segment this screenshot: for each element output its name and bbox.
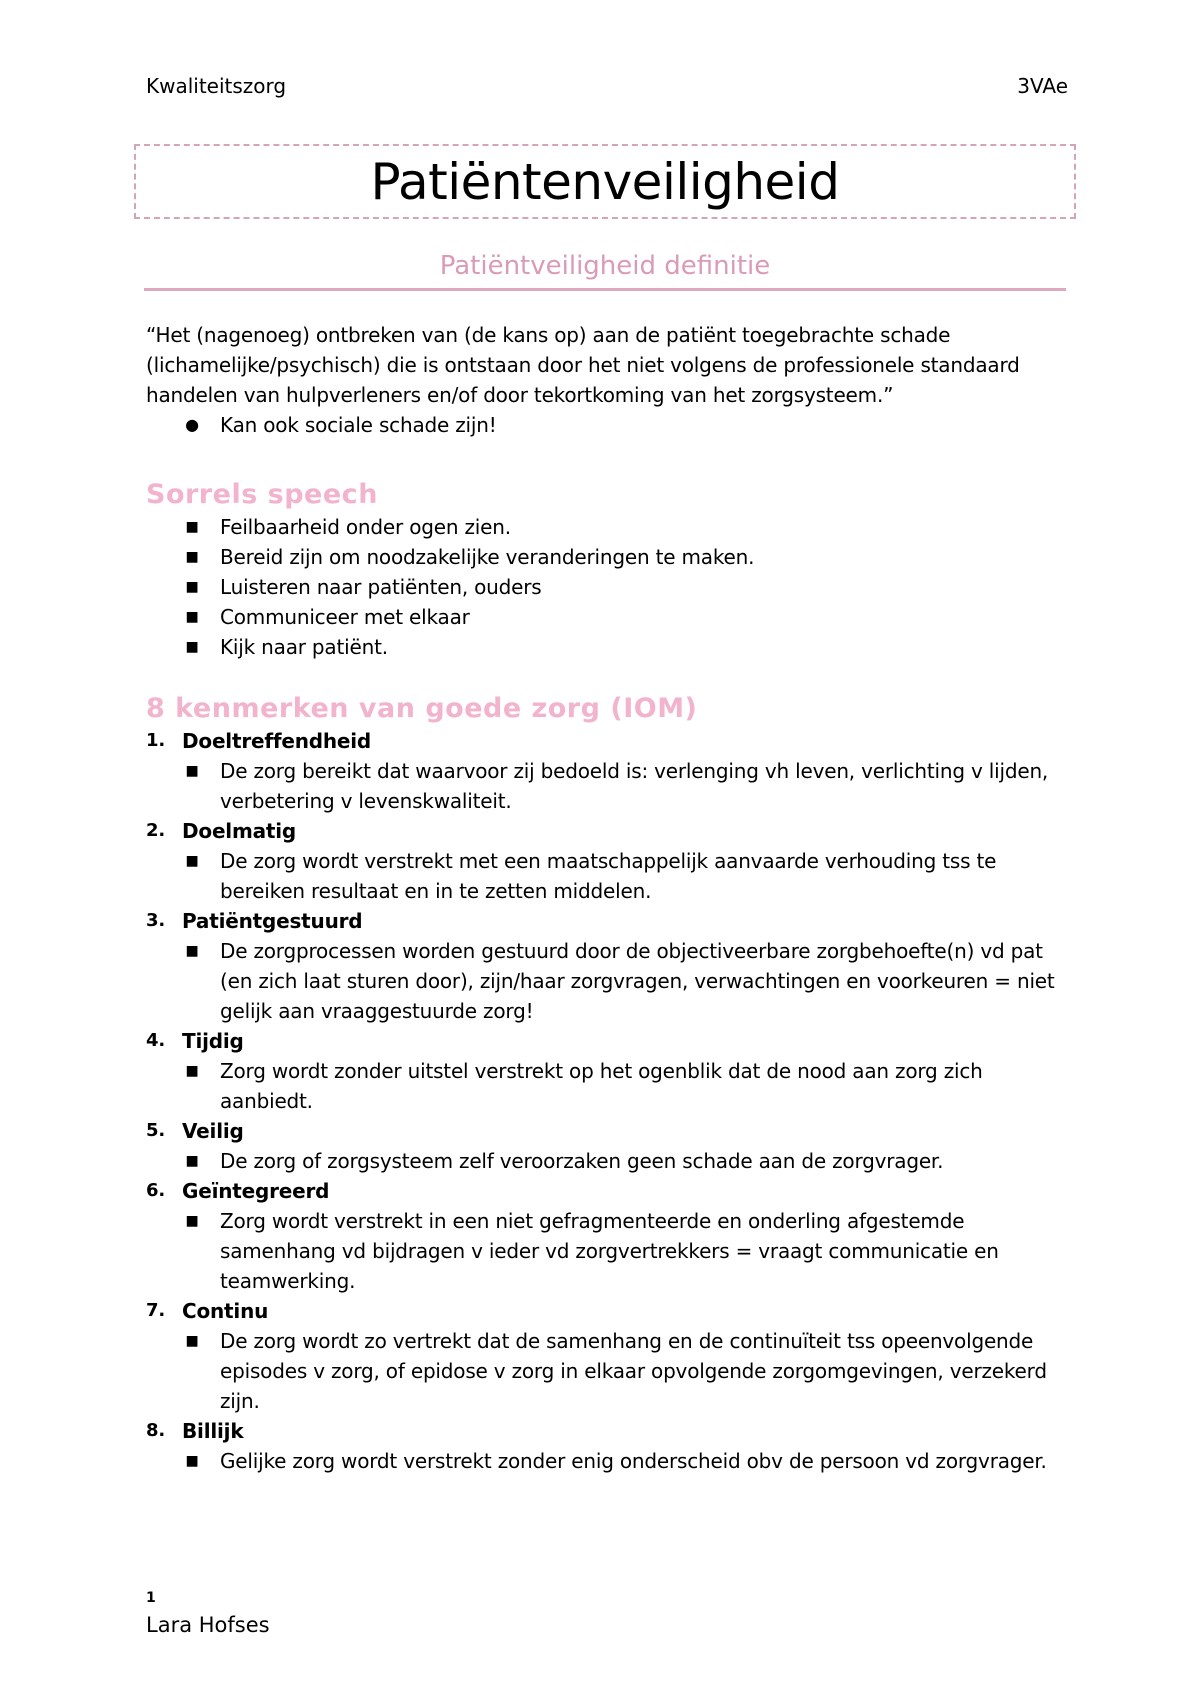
list-item-text: Kijk naar patiënt. <box>220 635 388 659</box>
numbered-item <box>146 1296 1076 1416</box>
bullet-square-icon: ■ <box>185 1453 199 1469</box>
section-heading-sorrels: Sorrels speech <box>146 479 378 510</box>
bullet-square-icon: ■ <box>185 609 199 625</box>
list-item-text: Luisteren naar patiënten, ouders <box>220 575 542 599</box>
definition-bullet-list <box>146 410 1076 440</box>
item-number: 4. <box>146 1030 165 1051</box>
item-number: 8. <box>146 1420 165 1441</box>
header-course: Kwaliteitszorg <box>146 74 287 98</box>
bullet-square-icon: ■ <box>185 1153 199 1169</box>
item-description: De zorg wordt zo vertrekt dat de samenhang en de continuïteit tss opeenvolgende episodes v zorg, of epidose v zorg in elkaar opvolgende zorgomgevingen, verzekerd zijn. <box>220 1329 1047 1413</box>
list-item <box>146 846 1076 906</box>
numbered-item <box>146 906 1076 1026</box>
item-term: Doelmatig <box>182 819 297 843</box>
item-term: Doeltreffendheid <box>182 729 372 753</box>
bullet-square-icon: ■ <box>185 519 199 535</box>
numbered-item <box>146 1116 1076 1176</box>
page-header <box>146 74 1068 98</box>
author-name: Lara Hofses <box>146 1613 270 1637</box>
definition-paragraph: “Het (nagenoeg) ontbreken van (de kans op) aan de patiënt toegebrachte schade (lichamelijke/psychisch) die is ontstaan door het niet volgens de professionele standaard handelen van hulpverleners en/of door tekortkoming van het zorgsysteem.” <box>146 323 1020 407</box>
item-description: De zorg wordt verstrekt met een maatschappelijk aanvaarde verhouding tss te bereiken resultaat en in te zetten middelen. <box>220 849 997 903</box>
item-description: De zorg bereikt dat waarvoor zij bedoeld is: verlenging vh leven, verlichting v lijden, verbetering v levenskwaliteit. <box>220 759 1049 813</box>
kenmerken-list <box>146 726 1076 1476</box>
item-term: Continu <box>182 1299 269 1323</box>
item-number: 6. <box>146 1180 165 1201</box>
list-item-text: Bereid zijn om noodzakelijke veranderingen te maken. <box>220 545 755 569</box>
section-subtitle: Patiëntveiligheid definitie <box>439 251 771 281</box>
numbered-item <box>146 1416 1076 1476</box>
item-term: Geïntegreerd <box>182 1179 330 1203</box>
item-number: 2. <box>146 820 165 841</box>
title-box <box>134 144 1076 219</box>
item-term: Billijk <box>182 1419 244 1443</box>
item-number: 7. <box>146 1300 165 1321</box>
item-description: Zorg wordt verstrekt in een niet gefragmenteerde en onderling afgestemde samenhang vd bijdragen v ieder vd zorgvertrekkers = vraagt communicatie en teamwerking. <box>220 1209 999 1293</box>
bullet-square-icon: ■ <box>185 1063 199 1079</box>
list-item <box>146 632 1076 662</box>
item-term: Veilig <box>182 1119 244 1143</box>
numbered-item <box>146 816 1076 906</box>
list-item <box>146 756 1076 816</box>
document-body <box>146 320 1076 1476</box>
list-item-text: Communiceer met elkaar <box>220 605 470 629</box>
bullet-square-icon: ■ <box>185 1333 199 1349</box>
section-heading-kenmerken: 8 kenmerken van goede zorg (IOM) <box>146 693 698 724</box>
bullet-square-icon: ■ <box>185 1213 199 1229</box>
item-number: 1. <box>146 730 165 751</box>
bullet-square-icon: ■ <box>185 853 199 869</box>
subtitle-underline <box>144 288 1066 291</box>
numbered-item <box>146 726 1076 816</box>
list-item <box>146 410 1076 440</box>
item-number: 3. <box>146 910 165 931</box>
bullet-dot-icon: ● <box>185 415 199 434</box>
sorrels-list <box>146 512 1076 662</box>
item-term: Tijdig <box>182 1029 244 1053</box>
list-item <box>146 542 1076 572</box>
bullet-square-icon: ■ <box>185 639 199 655</box>
bullet-square-icon: ■ <box>185 943 199 959</box>
numbered-item <box>146 1026 1076 1116</box>
page-number: 1 <box>146 1590 156 1606</box>
page-title: Patiëntenveiligheid <box>370 152 840 211</box>
list-item <box>146 1206 1076 1296</box>
header-class: 3VAe <box>1017 74 1068 98</box>
item-term: Patiëntgestuurd <box>182 909 363 933</box>
list-item <box>146 1446 1076 1476</box>
bullet-square-icon: ■ <box>185 763 199 779</box>
list-item <box>146 1056 1076 1116</box>
list-item-text: Kan ook sociale schade zijn! <box>220 413 497 437</box>
item-description: Zorg wordt zonder uitstel verstrekt op het ogenblik dat de nood aan zorg zich aanbiedt. <box>220 1059 983 1113</box>
list-item <box>146 1146 1076 1176</box>
list-item <box>146 602 1076 632</box>
bullet-square-icon: ■ <box>185 549 199 565</box>
item-description: De zorg of zorgsysteem zelf veroorzaken geen schade aan de zorgvrager. <box>220 1149 944 1173</box>
item-description: Gelijke zorg wordt verstrekt zonder enig onderscheid obv de persoon vd zorgvrager. <box>220 1449 1047 1473</box>
numbered-item <box>146 1176 1076 1296</box>
bullet-square-icon: ■ <box>185 579 199 595</box>
list-item <box>146 512 1076 542</box>
list-item <box>146 1326 1076 1416</box>
list-item-text: Feilbaarheid onder ogen zien. <box>220 515 511 539</box>
list-item <box>146 936 1076 1026</box>
item-description: De zorgprocessen worden gestuurd door de objectiveerbare zorgbehoefte(n) vd pat (en zich laat sturen door), zijn/haar zorgvragen, verwachtingen en voorkeuren = niet gelijk aan vraaggestuurde zorg! <box>220 939 1055 1023</box>
item-number: 5. <box>146 1120 165 1141</box>
list-item <box>146 572 1076 602</box>
